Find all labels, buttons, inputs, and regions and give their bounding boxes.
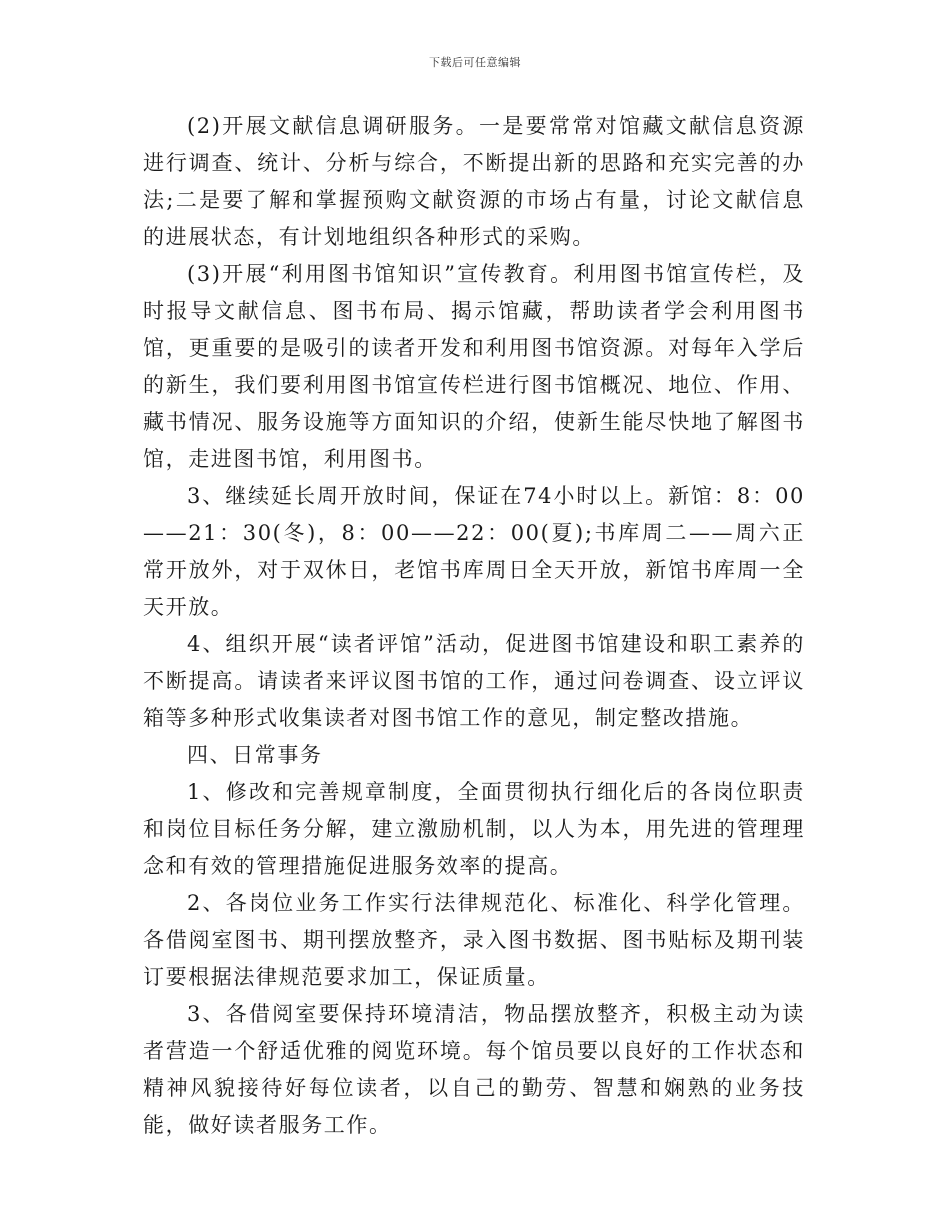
section-heading-daily-affairs: 四、日常事务 xyxy=(187,743,323,767)
paragraph-literature-research: (2)开展文献信息调研服务。一是要常常对馆藏文献信息资源进行调查、统计、分析与综合，不断提出新的思路和充实完善的办法;二是要了解和掌握预购文献资源的市场占有量，讨论文献信息的进展状态，有计划地组织各种形式的采购。 xyxy=(143,114,805,249)
paragraph-standardized-management: 2、各岗位业务工作实行法律规范化、标准化、科学化管理。各借阅室图书、期刊摆放整齐，录入图书数据、图书贴标及期刊装订要根据法律规范要求加工，保证质量。 xyxy=(143,891,805,989)
document-body xyxy=(143,108,805,1144)
paragraph-reader-evaluation: 4、组织开展“读者评馆”活动，促进图书馆建设和职工素养的不断提高。请读者来评议图书馆的工作，通过问卷调查、设立评议箱等多种形式收集读者对图书馆工作的意见，制定整改措施。 xyxy=(143,632,805,730)
page-header-note: 下载后可任意编辑 xyxy=(429,56,521,69)
paragraph-reading-room-environment: 3、各借阅室要保持环境清洁，物品摆放整齐，积极主动为读者营造一个舒适优雅的阅览环境。每个馆员要以良好的工作状态和精神风貌接待好每位读者，以自己的勤劳、智慧和娴熟的业务技能，做好读者服务工作。 xyxy=(143,1002,805,1137)
paragraph-opening-hours: 3、继续延长周开放时间，保证在74小时以上。新馆：8：00——21：30(冬)，8：00——22：00(夏);书库周二——周六正常开放外，对于双休日，老馆书库周日全天开放，新馆书库周一全天开放。 xyxy=(143,484,805,619)
paragraph-library-knowledge-education: (3)开展“利用图书馆知识”宣传教育。利用图书馆宣传栏，及时报导文献信息、图书布局、揭示馆藏，帮助读者学会利用图书馆，更重要的是吸引的读者开发和利用图书馆资源。对每年入学后的新生，我们要利用图书馆宣传栏进行图书馆概况、地位、作用、藏书情况、服务设施等方面知识的介绍，使新生能尽快地了解图书馆，走进图书馆，利用图书。 xyxy=(143,262,805,471)
paragraph-rules-revision: 1、修改和完善规章制度，全面贯彻执行细化后的各岗位职责和岗位目标任务分解，建立激励机制，以人为本，用先进的管理理念和有效的管理措施促进服务效率的提高。 xyxy=(143,780,805,878)
